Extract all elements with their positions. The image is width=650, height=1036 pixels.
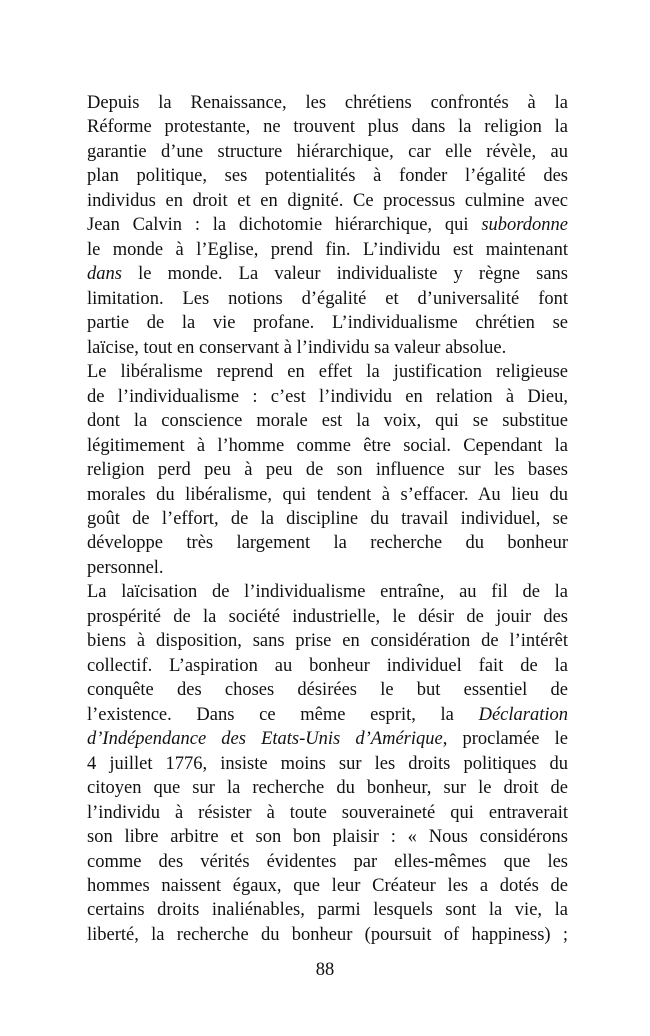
text-segment: Depuis la Renaissance, les chrétiens confrontés à la — [87, 93, 568, 113]
text-segment: goût de l’effort, de la discipline du travail individuel, se — [87, 508, 568, 529]
italic-text: dans — [87, 264, 122, 285]
text-segment: , proclamée le — [442, 729, 568, 750]
text-segment: personnel. — [87, 557, 164, 578]
text-line — [87, 238, 568, 262]
text-line — [87, 115, 568, 139]
text-line — [87, 311, 568, 335]
text-segment: garantie d’une structure hiérarchique, car elle révèle, au — [87, 141, 568, 162]
italic-text: subordonne — [481, 215, 568, 236]
text-segment: conquête des choses désirées le but essentiel de — [87, 680, 568, 701]
text-segment: légitimement à l’homme comme être social. Cependant la — [87, 435, 568, 456]
text-segment: individus en droit et en dignité. Ce processus culmine avec — [87, 190, 568, 211]
text-line — [87, 336, 568, 360]
text-line — [87, 605, 568, 629]
text-line — [87, 140, 568, 164]
page-number: 88 — [315, 960, 335, 980]
text-line — [87, 287, 568, 311]
text-segment: le monde. La valeur individualiste y règne sans — [121, 264, 568, 285]
text-line — [87, 507, 568, 531]
text-line — [87, 262, 568, 286]
text-line — [87, 409, 568, 433]
text-line — [87, 874, 568, 898]
text-segment: morales du libéralisme, qui tendent à s’effacer. Au lieu du — [87, 484, 568, 505]
text-line — [87, 727, 568, 751]
text-line — [87, 458, 568, 482]
text-segment: hommes naissent égaux, que leur Créateur les a dotés de — [87, 876, 568, 896]
text-segment: l’individu à résister à toute souveraineté qui entraverait — [87, 802, 568, 823]
text-segment: le monde à l’Eglise, prend fin. L’individu est maintenant — [87, 239, 568, 260]
italic-text: Déclaration — [478, 704, 568, 725]
text-line — [87, 654, 568, 678]
text-segment: dont la conscience morale est la voix, qui se substitue — [87, 411, 568, 432]
text-line — [87, 164, 568, 188]
text-line — [87, 629, 568, 653]
text-segment: collectif. L’aspiration au bonheur individuel fait de la — [87, 655, 568, 676]
text-segment: biens à disposition, sans prise en considération de l’intérêt — [87, 631, 568, 652]
text-segment: partie de la vie profane. L’individualisme chrétien se — [87, 313, 568, 334]
text-line — [87, 483, 568, 507]
text-line — [87, 678, 568, 702]
text-segment: certains droits inaliénables, parmi lesquels sont la vie, la — [87, 900, 568, 921]
text-segment: citoyen que sur la recherche du bonheur, sur le droit de — [87, 778, 568, 799]
text-line — [87, 385, 568, 409]
text-line — [87, 776, 568, 800]
text-line — [87, 580, 568, 604]
text-segment: Réforme protestante, ne trouvent plus dans la religion la — [87, 117, 568, 138]
text-segment: religion perd peu à peu de son influence sur les bases — [87, 460, 568, 481]
italic-text: d’Indépendance des Etats-Unis d’Amérique — [87, 729, 443, 750]
page-body-text — [87, 91, 568, 947]
text-segment: comme des vérités évidentes par elles-mêmes que les — [87, 851, 568, 872]
text-segment: développe très largement la recherche du bonheur — [87, 533, 568, 554]
text-line — [87, 91, 568, 115]
text-line — [87, 189, 568, 213]
text-segment: de l’individualisme : c’est l’individu en relation à Dieu, — [87, 386, 568, 407]
text-segment: laïcise, tout en conservant à l’individu sa valeur absolue. — [87, 337, 507, 358]
text-line — [87, 703, 568, 727]
text-segment: Le libéralisme reprend en effet la justification religieuse — [87, 362, 568, 383]
text-line — [87, 898, 568, 922]
text-segment: son libre arbitre et son bon plaisir : « Nous considérons — [87, 827, 568, 848]
text-line — [87, 213, 568, 237]
text-segment: plan politique, ses potentialités à fonder l’égalité des — [87, 166, 568, 187]
text-line — [87, 801, 568, 825]
text-line — [87, 434, 568, 458]
text-line — [87, 850, 568, 874]
text-line — [87, 360, 568, 384]
text-line — [87, 923, 568, 947]
text-line — [87, 556, 568, 580]
text-segment: prospérité de la société industrielle, le désir de jouir des — [87, 606, 568, 627]
text-segment: 4 juillet 1776, insiste moins sur les droits politiques du — [87, 753, 568, 774]
text-segment: limitation. Les notions d’égalité et d’universalité font — [87, 288, 568, 309]
text-line — [87, 752, 568, 776]
text-segment: l’existence. Dans ce même esprit, la — [87, 704, 479, 725]
text-line — [87, 825, 568, 849]
text-segment: liberté, la recherche du bonheur (poursuit of happiness) ; — [87, 924, 568, 945]
text-segment: La laïcisation de l’individualisme entraîne, au fil de la — [87, 582, 568, 603]
text-line — [87, 531, 568, 555]
text-segment: Jean Calvin : la dichotomie hiérarchique, qui — [87, 215, 482, 236]
